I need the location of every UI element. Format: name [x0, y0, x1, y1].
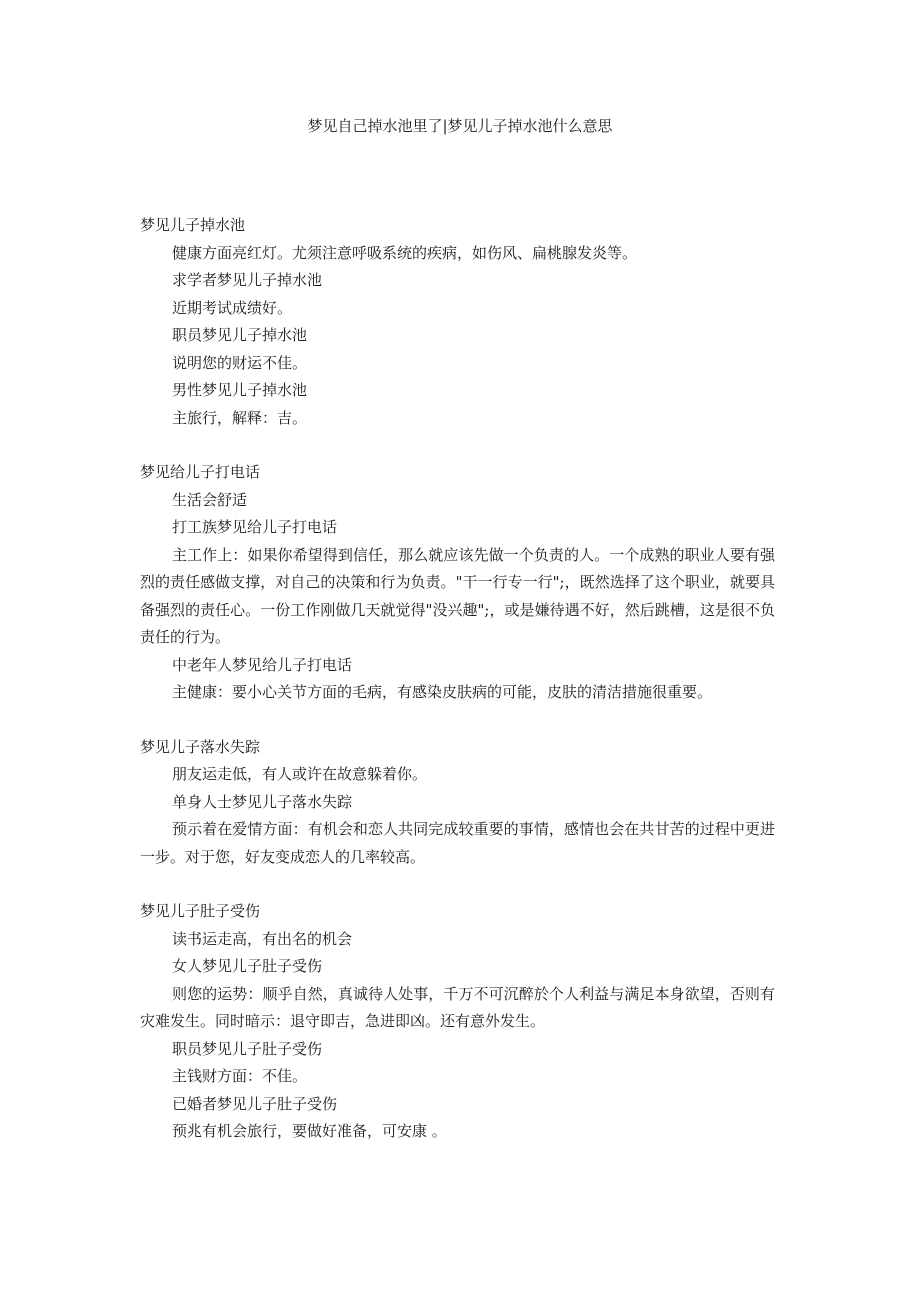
section-son-fell-in-pool [140, 212, 775, 432]
paragraph: 单身人士梦见儿子落水失踪 [172, 792, 353, 811]
paragraph: 朋友运走低，有人或许在故意躲着你。 [172, 765, 428, 783]
paragraph: 近期考试成绩好。 [172, 298, 293, 317]
paragraph: 健康方面亮红灯。尤须注意呼吸系统的疾病，如伤风、扁桃腺发炎等。 [172, 243, 638, 262]
section-son-drowned-missing [140, 734, 775, 872]
paragraph: 已婚者梦见儿子肚子受伤 [172, 1094, 338, 1113]
paragraph: 主健康：要小心关节方面的毛病，有感染皮肤病的可能，皮肤的清洁措施很重要。 [172, 683, 713, 701]
paragraph: 预示着在爱情方面：有机会和恋人共同完成较重要的事情，感情也会在共甘苦的过程中更进一步。对于您，好友变成恋人的几率较高。 [140, 820, 775, 866]
section-heading: 梦见儿子掉水池 [140, 216, 246, 234]
paragraph: 生活会舒适 [172, 490, 248, 509]
document-body [140, 212, 775, 1173]
section-heading: 梦见儿子肚子受伤 [140, 902, 261, 920]
paragraph: 说明您的财运不佳。 [172, 353, 308, 372]
page-title: 梦见自己掉水池里了|梦见儿子掉水池什么意思 [307, 117, 613, 135]
paragraph: 女人梦见儿子肚子受伤 [172, 957, 323, 975]
paragraph: 中老年人梦见给儿子打电话 [172, 655, 353, 674]
paragraph: 打工族梦见给儿子打电话 [172, 518, 338, 536]
paragraph: 男性梦见儿子掉水池 [172, 381, 308, 399]
section-son-belly-injured [140, 898, 775, 1146]
section-call-son [140, 459, 775, 707]
paragraph: 主钱财方面：不佳。 [172, 1067, 308, 1085]
paragraph: 职员梦见儿子掉水池 [172, 326, 308, 344]
section-heading: 梦见给儿子打电话 [140, 463, 261, 481]
paragraph: 职员梦见儿子肚子受伤 [172, 1039, 323, 1058]
paragraph: 主工作上：如果你希望得到信任，那么就应该先做一个负责的人。一个成熟的职业人要有强烈的责任感做支撑，对自己的决策和行为负责。"干一行专一行";，既然选择了这个职业，就要具备强烈的责任心。一份工作刚做几天就觉得"没兴趣";，或是嫌待遇不好，然后跳槽，这是很不负责任的行为。 [140, 545, 775, 646]
paragraph: 则您的运势：顺乎自然，真诚待人处事，千万不可沉醉於个人利益与满足本身欲望，否则有灾难发生。同时暗示：退守即吉，急进即凶。还有意外发生。 [140, 984, 775, 1030]
paragraph: 求学者梦见儿子掉水池 [172, 271, 323, 289]
paragraph: 预兆有机会旅行，要做好准备，可安康 。 [172, 1122, 447, 1140]
paragraph: 读书运走高，有出名的机会 [172, 929, 353, 948]
section-heading: 梦见儿子落水失踪 [140, 737, 261, 756]
paragraph: 主旅行，解释：吉。 [172, 408, 308, 427]
